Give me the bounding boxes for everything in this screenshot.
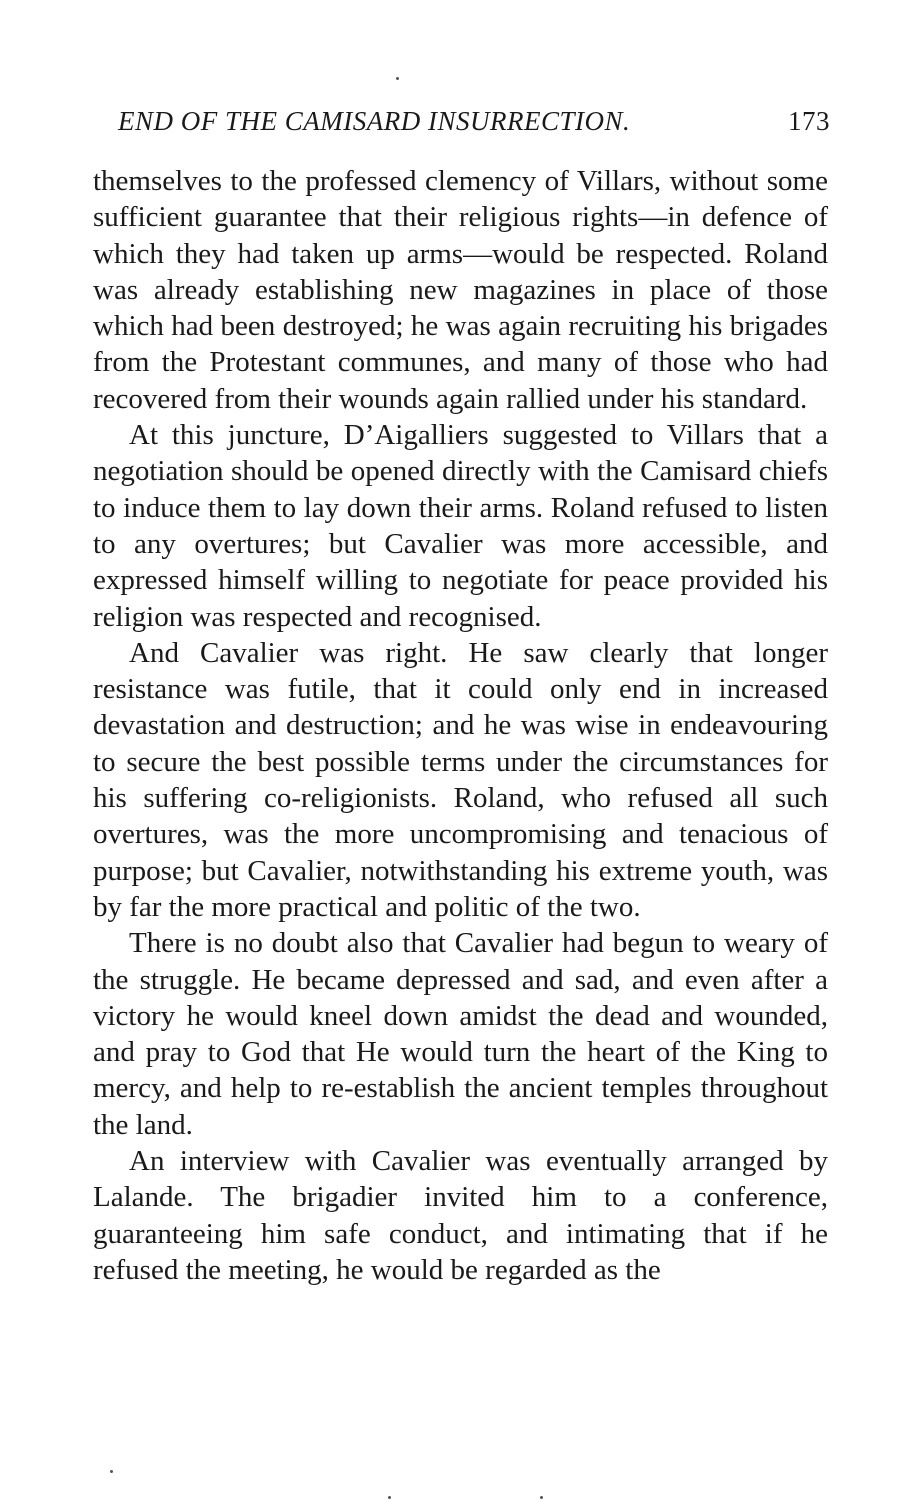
print-speck <box>388 1496 391 1499</box>
paragraph: And Cavalier was right. He saw clearly that longer resistance was futile, that it could only end in increased devastation and destruction; and he was wise in endeavouring to secure the best possible terms under the circumstances for his suffering co-religionists. Roland, who refused all such overtures, was the more uncompromising and tenacious of purpose; but Cavalier, notwithstanding his extreme youth, was by far the more practical and politic of the two. <box>93 636 828 923</box>
page-number: 173 <box>788 106 830 136</box>
body-text <box>93 163 828 1288</box>
paragraph: An interview with Cavalier was eventually arranged by Lalande. The brigadier invited him to a conference, guaranteeing him safe conduct, and intimating that if he refused the meeting, he would be regarded as the <box>93 1145 828 1286</box>
print-speck <box>110 1470 113 1473</box>
print-speck <box>540 1496 543 1499</box>
running-head <box>118 106 830 146</box>
print-speck <box>396 77 399 80</box>
paragraph: There is no doubt also that Cavalier had begun to weary of the struggle. He became depressed and sad, and even after a victory he would kneel down amidst the dead and wounded, and pray to God that He would turn the heart of the King to mercy, and help to re-establish the ancient temples throughout the land. <box>93 927 828 1141</box>
running-head-title: END OF THE CAMISARD INSURRECTION. <box>118 106 631 136</box>
paragraph-continued: themselves to the professed clemency of Villars, without some sufficient guarantee that their religious rights—in defence of which they had taken up arms—would be respected. Roland was already establishing new magazines in place of those which had been destroyed; he was again recruiting his brigades from the Protestant communes, and many of those who had recovered from their wounds again rallied under his standard. <box>93 165 828 415</box>
paragraph: At this juncture, D’Aigalliers suggested to Villars that a negotiation should be opened directly with the Camisard chiefs to induce them to lay down their arms. Roland refused to listen to any overtures; but Cavalier was more accessible, and expressed himself willing to negotiate for peace provided his religion was respected and recognised. <box>93 419 828 633</box>
